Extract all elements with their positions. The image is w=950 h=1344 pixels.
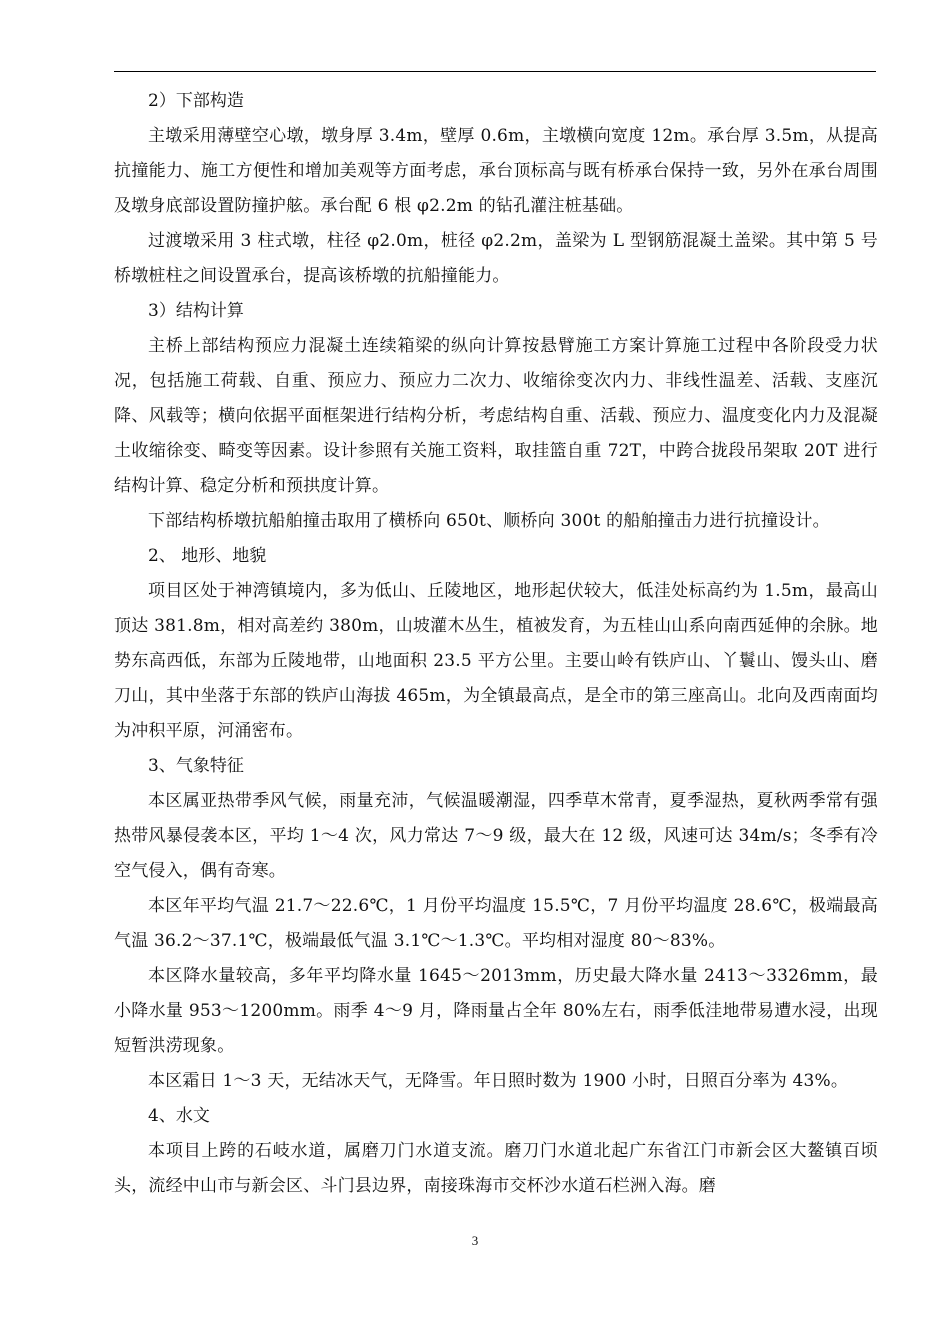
paragraph-precipitation: 本区降水量较高，多年平均降水量 1645～2013mm，历史最大降水量 2413～3326mm，最小降水量 953～1200mm。雨季 4～9 月，降雨量占全年 80%左右，雨季低洼地带易遭水浸，出现短暂洪涝现象。 — [114, 966, 878, 1056]
section-heading-climate: 3、气象特征 — [148, 756, 244, 776]
paragraph-temperature: 本区年平均气温 21.7～22.6℃，1 月份平均温度 15.5℃，7 月份平均温度 28.6℃，极端最高气温 36.2～37.1℃，极端最低气温 3.1℃～1.3℃。平均相对湿度 80～83%。 — [114, 896, 878, 951]
paragraph-ship-collision-design: 下部结构桥墩抗船舶撞击取用了横桥向 650t、顺桥向 300t 的船舶撞击力进行抗撞设计。 — [148, 511, 830, 531]
paragraph-terrain: 项目区处于神湾镇境内，多为低山、丘陵地区，地形起伏较大，低洼处标高约为 1.5m，最高山顶达 381.8m，相对高差约 380m，山坡灌木丛生，植被发育，为五桂山山系向南西延伸的余脉。地势东高西低，东部为丘陵地带，山地面积 23.5 平方公里。主要山岭有铁庐山、丫鬟山、馒头山、磨刀山，其中坐落于东部的铁庐山海拔 465m，为全镇最高点，是全市的第三座高山。北向及西南面均为冲积平原，河涌密布。 — [114, 581, 878, 741]
paragraph-climate-overview: 本区属亚热带季风气候，雨量充沛，气候温暖潮湿，四季草木常青，夏季湿热，夏秋两季常有强热带风暴侵袭本区，平均 1～4 次，风力常达 7～9 级，最大在 12 级，风速可达 34m/s；冬季有冷空气侵入，偶有奇寒。 — [114, 791, 878, 881]
paragraph-transition-pier: 过渡墩采用 3 柱式墩，柱径 φ2.0m，桩径 φ2.2m，盖梁为 L 型钢筋混凝土盖梁。其中第 5 号桥墩桩柱之间设置承台，提高该桥墩的抗船撞能力。 — [114, 231, 878, 286]
paragraph-hydrology: 本项目上跨的石岐水道，属磨刀门水道支流。磨刀门水道北起广东省江门市新会区大鳌镇百顷头，流经中山市与新会区、斗门县边界，南接珠海市交杯沙水道石栏洲入海。磨 — [114, 1141, 878, 1196]
section-heading-hydrology: 4、水文 — [148, 1106, 210, 1126]
paragraph-frost-sunshine: 本区霜日 1～3 天，无结冰天气，无降雪。年日照时数为 1900 小时，日照百分率为 43%。 — [148, 1071, 849, 1091]
paragraph-superstructure-calculation: 主桥上部结构预应力混凝土连续箱梁的纵向计算按悬臂施工方案计算施工过程中各阶段受力状况，包括施工荷载、自重、预应力、预应力二次力、收缩徐变次内力、非线性温差、活载、支座沉降、风载等；横向依据平面框架进行结构分析，考虑结构自重、活载、预应力、温度变化内力及混凝土收缩徐变、畸变等因素。设计参照有关施工资料，取挂篮自重 72T，中跨合拢段吊架取 20T 进行结构计算、稳定分析和预拱度计算。 — [114, 336, 878, 496]
paragraph-main-pier: 主墩采用薄壁空心墩，墩身厚 3.4m，壁厚 0.6m，主墩横向宽度 12m。承台厚 3.5m，从提高抗撞能力、施工方便性和增加美观等方面考虑，承台顶标高与既有桥承台保持一致，另外在承台周围及墩身底部设置防撞护舷。承台配 6 根 φ2.2m 的钻孔灌注桩基础。 — [114, 126, 878, 216]
page-number: 3 — [471, 1233, 479, 1248]
section-heading-terrain: 2、 地形、地貌 — [148, 546, 267, 566]
section-heading-structural-calculation: 3）结构计算 — [148, 301, 244, 321]
header-rule — [114, 71, 876, 72]
section-heading-substructure: 2）下部构造 — [148, 91, 244, 111]
page-content — [114, 84, 878, 1204]
